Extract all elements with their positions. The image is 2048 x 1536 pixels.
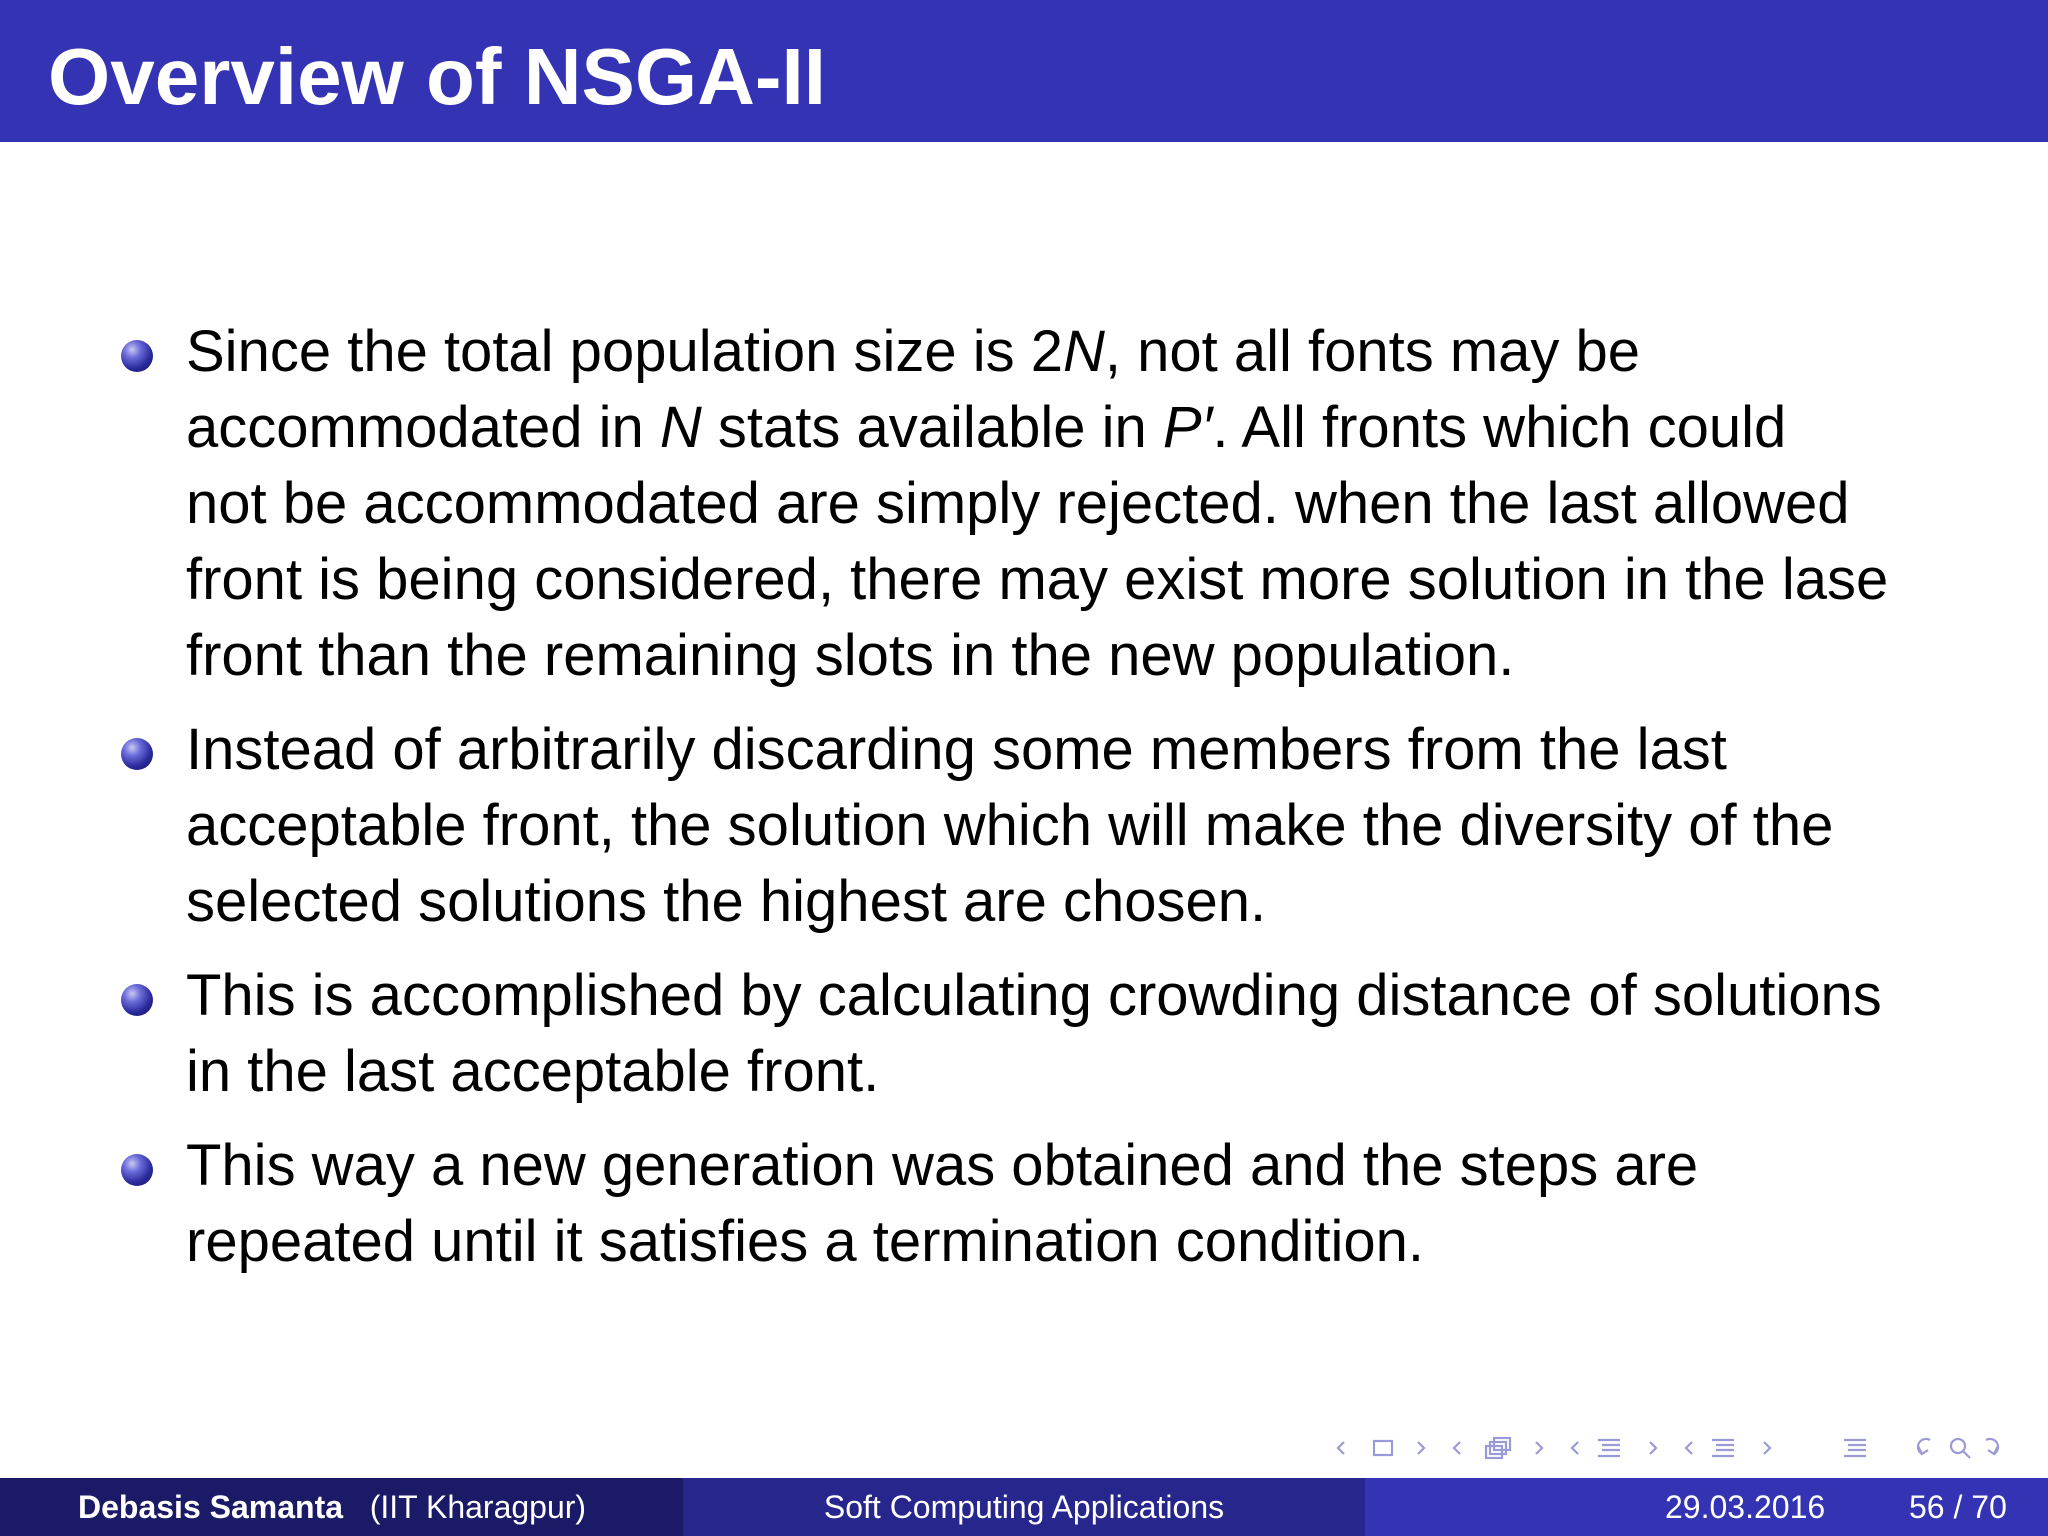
text-segment: , not all fonts may be <box>1104 319 1641 384</box>
bullet-text-line <box>186 546 1888 614</box>
bullet-text-line <box>186 470 1850 538</box>
text-segment: front than the remaining slots in the new population. <box>186 623 1515 688</box>
text-segment: repeated until it satisfies a termination condition. <box>186 1209 1425 1274</box>
nav-next-subsection-icon[interactable] <box>1536 1442 1542 1454</box>
footer-date: 29.03.2016 <box>1665 1489 1826 1525</box>
footer-course-box <box>683 1478 1365 1536</box>
text-segment: not be accommodated are simply rejected. when the last allowed <box>186 471 1850 536</box>
bullet-text-line <box>186 318 1640 386</box>
footer-course: Soft Computing Applications <box>823 1489 1225 1525</box>
nav-next-frame-icon[interactable] <box>1418 1442 1424 1454</box>
math-symbol: P′ <box>1162 395 1213 460</box>
nav-subsection-icon[interactable] <box>1486 1438 1510 1458</box>
footer-date-box <box>1365 1478 2048 1536</box>
bullet-text-line <box>186 394 1786 462</box>
nav-search-icon[interactable] <box>1951 1439 1998 1458</box>
text-segment: acceptable front, the solution which will make the diversity of the <box>186 793 1834 858</box>
text-segment: . All fronts which could <box>1212 395 1787 460</box>
bullet-text-line <box>186 1208 1424 1276</box>
bullet-text-line <box>186 622 1514 690</box>
slide-title: Overview of NSGA-II <box>48 32 826 121</box>
text-segment: This is accomplished by calculating crowding distance of solutions <box>186 963 1882 1028</box>
bullet-icon <box>121 1154 153 1186</box>
footer-affiliation: (IIT Kharagpur) <box>369 1489 587 1525</box>
text-segment: stats available in <box>701 395 1163 460</box>
nav-frame-icon[interactable] <box>1374 1441 1392 1455</box>
bullet-text-line <box>186 1038 879 1106</box>
text-segment: This way a new generation was obtained and the steps are <box>186 1133 1699 1198</box>
text-segment: Instead of arbitrarily discarding some members from the last <box>186 717 1727 782</box>
text-segment: selected solutions the highest are chosen. <box>186 869 1267 934</box>
math-symbol: N <box>1063 319 1105 384</box>
bullet-text-line <box>186 716 1727 784</box>
nav-section-icon[interactable] <box>1598 1440 1620 1456</box>
bullet-text-line <box>186 1132 1698 1200</box>
nav-next-doc-icon[interactable] <box>1764 1442 1770 1454</box>
nav-back-icon[interactable] <box>1918 1439 1930 1454</box>
bullet-icon <box>121 984 153 1016</box>
nav-next-section-icon[interactable] <box>1650 1442 1656 1454</box>
nav-prev-subsection-icon[interactable] <box>1454 1442 1460 1454</box>
math-symbol: N <box>659 395 702 460</box>
text-segment: front is being considered, there may exist more solution in the lase <box>186 547 1889 612</box>
bullet-icon <box>121 738 153 770</box>
text-segment: accommodated in <box>186 395 660 460</box>
navigation-symbols <box>1330 1430 2030 1466</box>
nav-prev-section-icon[interactable] <box>1572 1442 1578 1454</box>
bullet-text-line <box>186 962 1882 1030</box>
nav-prev-frame-icon[interactable] <box>1338 1442 1344 1454</box>
bullet-text-line <box>186 792 1833 860</box>
bullet-text-line <box>186 868 1266 936</box>
nav-doc-icon[interactable] <box>1712 1440 1734 1456</box>
footer-author: Debasis Samanta <box>78 1489 344 1525</box>
bullet-icon <box>121 340 153 372</box>
text-segment: in the last acceptable front. <box>186 1039 880 1104</box>
text-segment: Since the total population size is 2 <box>186 319 1063 384</box>
footer-author-box <box>0 1478 683 1536</box>
nav-prev-doc-icon[interactable] <box>1686 1442 1692 1454</box>
nav-toc-icon[interactable] <box>1844 1440 1866 1456</box>
footer-page-number: 56 / 70 <box>1909 1489 2007 1525</box>
